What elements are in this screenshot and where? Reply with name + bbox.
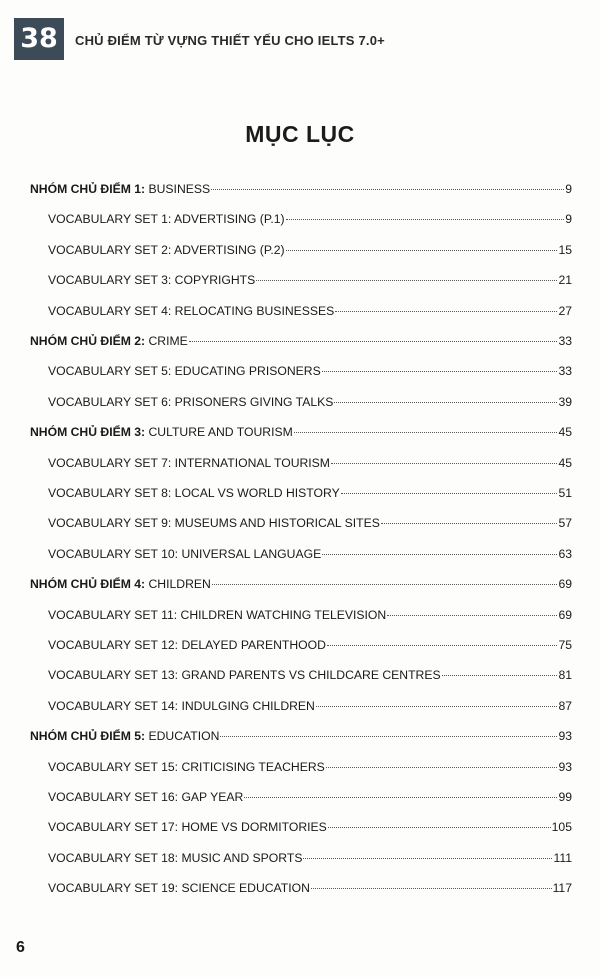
dot-leader bbox=[341, 493, 558, 494]
group-prefix: NHÓM CHỦ ĐIỂM 1: bbox=[30, 182, 146, 196]
group-prefix: NHÓM CHỦ ĐIỂM 4: bbox=[30, 577, 146, 592]
toc-entry-label: VOCABULARY SET 4: RELOCATING BUSINESSES bbox=[48, 303, 335, 318]
toc-entry-label: VOCABULARY SET 11: CHILDREN WATCHING TELEVISION bbox=[48, 607, 387, 622]
dot-leader bbox=[244, 797, 557, 798]
toc-group-entry[interactable] bbox=[30, 425, 572, 445]
toc-entry-label: VOCABULARY SET 13: GRAND PARENTS VS CHILDCARE CENTRES bbox=[48, 668, 441, 683]
toc-group-entry[interactable] bbox=[30, 182, 572, 202]
toc-page-number: 57 bbox=[558, 516, 572, 531]
dot-leader bbox=[286, 250, 558, 251]
toc-page-number: 45 bbox=[558, 455, 572, 470]
toc-page-number: 63 bbox=[558, 546, 572, 561]
dot-leader bbox=[381, 523, 558, 524]
toc-entry-label: VOCABULARY SET 10: UNIVERSAL LANGUAGE bbox=[48, 546, 322, 561]
dot-leader bbox=[442, 675, 558, 676]
dot-leader bbox=[212, 584, 558, 585]
toc-set-entry[interactable] bbox=[48, 486, 572, 506]
toc-set-entry[interactable] bbox=[48, 820, 572, 840]
group-name: CRIME bbox=[148, 334, 188, 348]
toc-entry-label: VOCABULARY SET 2: ADVERTISING (P.2) bbox=[48, 242, 285, 257]
toc-set-entry[interactable] bbox=[48, 547, 572, 567]
toc-set-entry[interactable] bbox=[48, 851, 572, 871]
toc-set-entry[interactable] bbox=[48, 456, 572, 476]
toc-entry-label: VOCABULARY SET 3: COPYRIGHTS bbox=[48, 273, 256, 288]
dot-leader bbox=[211, 189, 564, 190]
toc-entry-label: VOCABULARY SET 19: SCIENCE EDUCATION bbox=[48, 881, 310, 896]
dot-leader bbox=[256, 280, 557, 281]
toc-page-number: 93 bbox=[558, 729, 572, 744]
toc-group-entry[interactable] bbox=[30, 577, 572, 597]
toc-entry-label: VOCABULARY SET 8: LOCAL VS WORLD HISTORY bbox=[48, 486, 340, 500]
toc-page-number: 33 bbox=[558, 364, 572, 379]
page-number: 6 bbox=[16, 939, 25, 956]
toc-page-number: 39 bbox=[558, 394, 572, 409]
toc-set-entry[interactable] bbox=[48, 364, 572, 384]
dot-leader bbox=[322, 554, 557, 555]
toc-set-entry[interactable] bbox=[48, 668, 572, 688]
book-title: CHỦ ĐIỂM TỪ VỰNG THIẾT YẾU CHO IELTS 7.0+ bbox=[75, 33, 385, 48]
toc-group-entry[interactable] bbox=[30, 334, 572, 354]
group-name: EDUCATION bbox=[148, 729, 220, 744]
toc-entry-label: VOCABULARY SET 6: PRISONERS GIVING TALKS bbox=[48, 394, 334, 409]
toc-entry-label bbox=[30, 182, 210, 196]
toc-set-entry[interactable] bbox=[48, 790, 572, 810]
toc-set-entry[interactable] bbox=[48, 243, 572, 263]
toc-page-number: 45 bbox=[558, 425, 572, 440]
toc-page-number: 87 bbox=[558, 698, 572, 713]
toc-page-number: 33 bbox=[558, 334, 572, 348]
group-prefix: NHÓM CHỦ ĐIỂM 5: bbox=[30, 729, 146, 744]
toc-set-entry[interactable] bbox=[48, 699, 572, 719]
toc-entry-label: VOCABULARY SET 17: HOME VS DORMITORIES bbox=[48, 820, 327, 835]
dot-leader bbox=[387, 615, 557, 616]
toc-entry-label bbox=[30, 577, 211, 591]
toc-page-number: 117 bbox=[552, 881, 572, 896]
toc-page-number: 69 bbox=[558, 607, 572, 622]
toc-entry-label: VOCABULARY SET 14: INDULGING CHILDREN bbox=[48, 698, 315, 713]
dot-leader bbox=[294, 432, 558, 433]
toc-page-number: 51 bbox=[558, 486, 572, 500]
dot-leader bbox=[220, 736, 557, 737]
toc-entry-label bbox=[30, 729, 219, 743]
toc-entry-label: VOCABULARY SET 12: DELAYED PARENTHOOD bbox=[48, 638, 326, 652]
toc-page-number: 93 bbox=[558, 759, 572, 774]
dot-leader bbox=[335, 311, 557, 312]
toc-page-number: 21 bbox=[558, 273, 572, 288]
toc-entry-label bbox=[30, 334, 188, 348]
toc-page-number: 111 bbox=[553, 850, 572, 865]
toc-page-number: 75 bbox=[558, 638, 572, 652]
dot-leader bbox=[189, 341, 558, 342]
toc-set-entry[interactable] bbox=[48, 760, 572, 780]
toc-page-number: 9 bbox=[565, 182, 572, 196]
toc-entry-label: VOCABULARY SET 15: CRITICISING TEACHERS bbox=[48, 759, 325, 774]
toc-entry-label: VOCABULARY SET 1: ADVERTISING (P.1) bbox=[48, 212, 285, 227]
toc-entry-label: VOCABULARY SET 9: MUSEUMS AND HISTORICAL SITES bbox=[48, 516, 380, 531]
group-name: BUSINESS bbox=[148, 182, 211, 196]
dot-leader bbox=[322, 371, 558, 372]
toc-set-entry[interactable] bbox=[48, 638, 572, 658]
toc-set-entry[interactable] bbox=[48, 516, 572, 536]
toc-set-entry[interactable] bbox=[48, 304, 572, 324]
book-number-badge: 38 bbox=[14, 18, 64, 60]
toc-entry-label: VOCABULARY SET 16: GAP YEAR bbox=[48, 790, 244, 804]
toc-page-number: 27 bbox=[558, 303, 572, 318]
dot-leader bbox=[316, 706, 558, 707]
dot-leader bbox=[331, 463, 557, 464]
group-name: CULTURE AND TOURISM bbox=[148, 425, 293, 440]
dot-leader bbox=[286, 219, 565, 220]
toc-set-entry[interactable] bbox=[48, 881, 572, 901]
toc-page-number: 81 bbox=[558, 668, 572, 683]
dot-leader bbox=[326, 767, 558, 768]
toc-entry-label: VOCABULARY SET 18: MUSIC AND SPORTS bbox=[48, 850, 303, 865]
toc-page-number: 15 bbox=[558, 242, 572, 257]
toc-page-number: 69 bbox=[558, 577, 572, 592]
page-header bbox=[0, 0, 600, 62]
group-prefix: NHÓM CHỦ ĐIỂM 2: bbox=[30, 334, 146, 348]
group-name: CHILDREN bbox=[148, 577, 211, 592]
dot-leader bbox=[327, 645, 558, 646]
toc-entry-label: VOCABULARY SET 7: INTERNATIONAL TOURISM bbox=[48, 455, 330, 470]
toc-heading: MỤC LỤC bbox=[245, 121, 355, 147]
toc-set-entry[interactable] bbox=[48, 608, 572, 628]
toc-page-number: 105 bbox=[551, 820, 572, 835]
toc-page-number: 99 bbox=[558, 790, 572, 804]
toc-set-entry[interactable] bbox=[48, 212, 572, 232]
toc-page-number: 9 bbox=[565, 212, 572, 227]
toc-entry-label bbox=[30, 425, 293, 439]
toc-entry-label: VOCABULARY SET 5: EDUCATING PRISONERS bbox=[48, 364, 321, 379]
dot-leader bbox=[303, 858, 552, 859]
dot-leader bbox=[311, 888, 552, 889]
dot-leader bbox=[334, 402, 557, 403]
toc-set-entry[interactable] bbox=[48, 395, 572, 415]
dot-leader bbox=[328, 827, 551, 828]
group-prefix: NHÓM CHỦ ĐIỂM 3: bbox=[30, 425, 146, 440]
toc-group-entry[interactable] bbox=[30, 729, 572, 749]
toc-set-entry[interactable] bbox=[48, 273, 572, 293]
